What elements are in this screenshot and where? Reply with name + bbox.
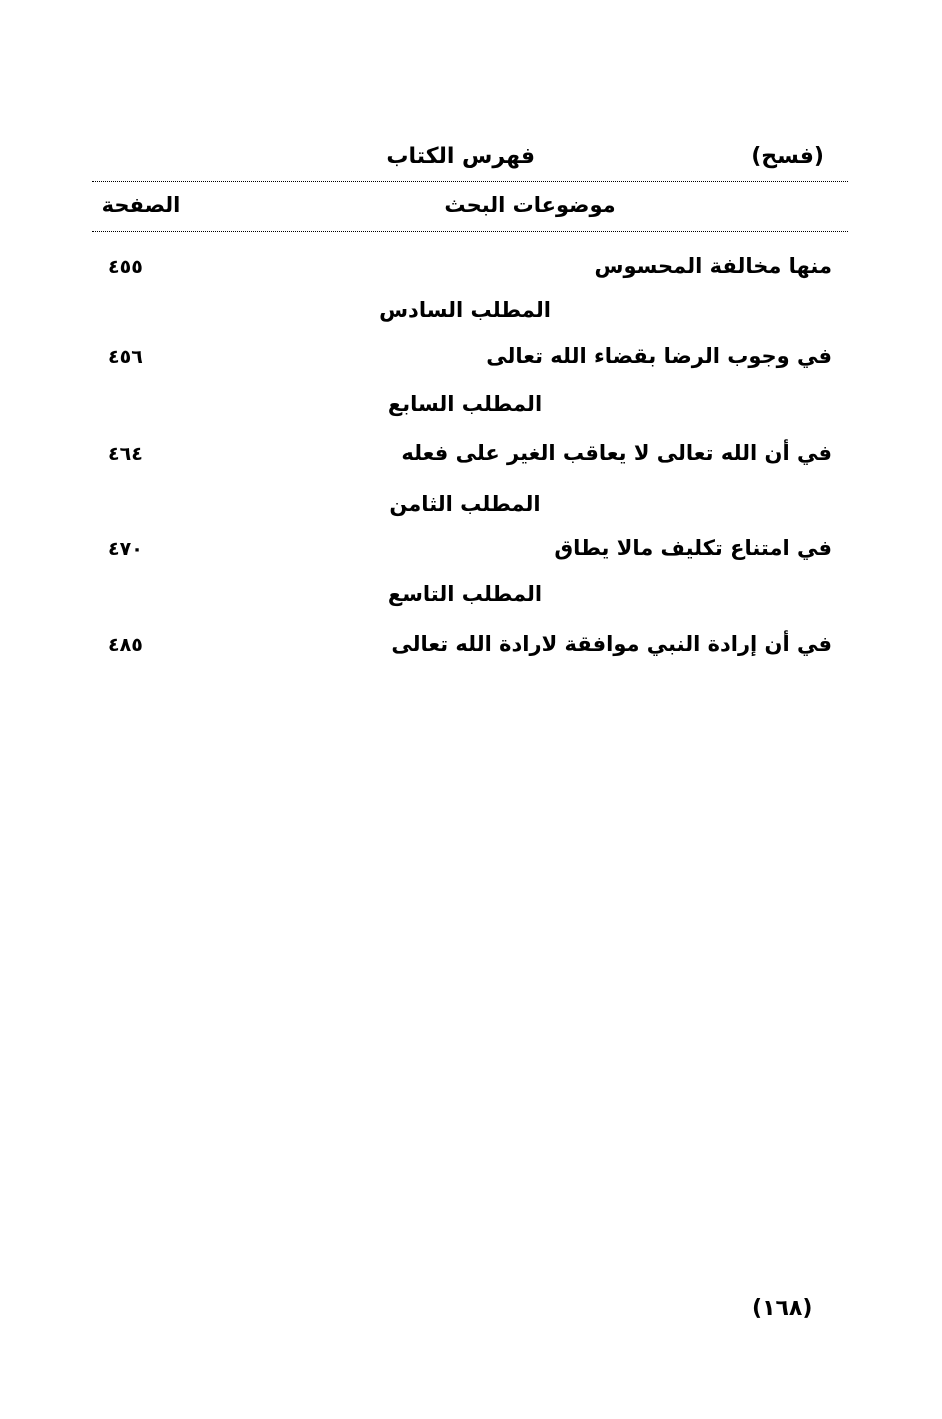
toc-entry [92,632,832,668]
section-heading: المطلب التاسع [387,582,543,606]
toc-entry-text: في امتناع تكليف مالا يطاق [554,536,832,560]
toc-entry-text: منها مخالفة المحسوس [594,254,832,278]
toc-entry-text: في وجوب الرضا بقضاء الله تعالى [486,344,832,368]
toc-entry-text: في أن إرادة النبي موافقة لارادة الله تعالى [391,632,832,656]
toc-entry-page: ٤٨٥ [108,634,143,656]
header-dotted-rule [92,231,848,232]
section-heading: المطلب الثامن [389,492,541,516]
toc-entry [92,441,832,477]
toc-entry [92,254,832,290]
header-code: (فسح) [751,144,824,169]
toc-entry-page: ٤٥٦ [108,346,143,368]
toc-entry [92,536,832,572]
section-heading: المطلب السابع [387,392,543,416]
top-dotted-rule [92,181,848,182]
page-number: (١٦٨) [752,1296,813,1321]
toc-entry-text: في أن الله تعالى لا يعاقب الغير على فعله [401,441,832,465]
header-title: فهرس الكتاب [386,144,535,169]
column-header-page: الصفحة [101,193,181,217]
toc-entry-page: ٤٧٠ [108,538,143,560]
section-heading: المطلب السادس [379,298,551,322]
toc-entry-page: ٤٥٥ [108,256,143,278]
toc-entry [92,344,832,380]
column-header-topics: موضوعات البحث [444,193,616,217]
toc-entry-page: ٤٦٤ [108,443,143,465]
